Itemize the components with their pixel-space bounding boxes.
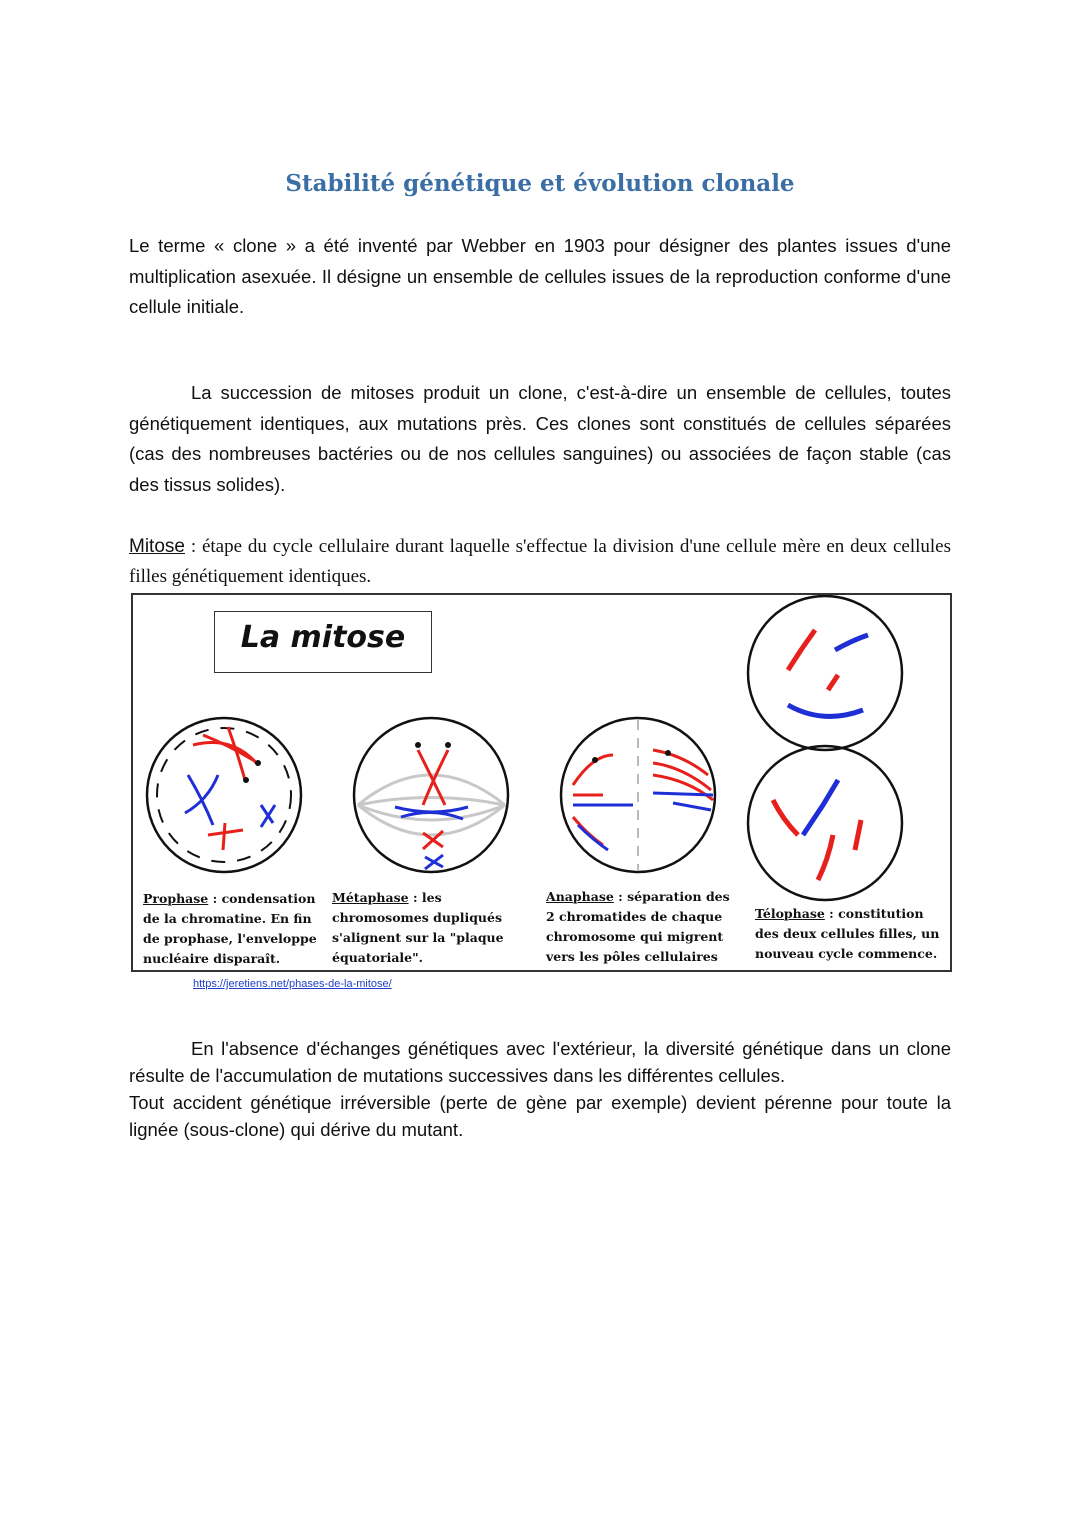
metaphase-cell [354, 718, 508, 872]
caption-prophase-term: Prophase [143, 891, 209, 906]
paragraph-clonal-diversity: En l'absence d'échanges génétiques avec l'extérieur, la diversité génétique dans un clone résulte de l'accumulation de mutations successives dans les différentes cellules. [129, 1038, 951, 1086]
caption-metaphase [332, 888, 542, 968]
anaphase-cell [561, 718, 715, 872]
paragraph-mitosis-clone: La succession de mitoses produit un clone, c'est-à-dire un ensemble de cellules, toutes génétiquement identiques, aux mutations près. Ces clones sont constitués de cellules séparées (cas des nombreuses bactéries ou de nos cellules sanguines) ou associées de façon stable (cas des tissus solides). [129, 382, 951, 495]
caption-telophase-text: : constitution des deux cellules filles, un nouveau cycle commence. [755, 906, 940, 961]
mitosis-figure [131, 593, 952, 972]
caption-anaphase-text: : séparation des 2 chromatides de chaque chromosome qui migrent vers les pôles cellulaires [546, 889, 730, 964]
telophase-cell-bottom [748, 746, 902, 900]
telophase-cell-top [748, 596, 902, 750]
paragraph-genetic-accident: Tout accident génétique irréversible (perte de gène par exemple) devient pérenne pour toute la lignée (sous-clone) qui dérive du mutant. [129, 1092, 951, 1140]
caption-telophase-term: Télophase [755, 906, 825, 921]
caption-anaphase-term: Anaphase [546, 889, 614, 904]
figure-title: La mitose [240, 620, 406, 655]
definition-term: Mitose [129, 536, 185, 557]
paragraph-clone-definition: Le terme « clone » a été inventé par Webber en 1903 pour désigner des plantes issues d'une multiplication asexuée. Il désigne un ensemble de cellules issues de la reproduction conforme d'une cellule initiale. [129, 235, 951, 317]
caption-metaphase-text: : les chromosomes dupliqués s'alignent sur la "plaque équatoriale". [332, 890, 504, 965]
mitosis-definition [129, 532, 951, 592]
prophase-cell [147, 718, 301, 872]
caption-metaphase-term: Métaphase [332, 890, 409, 905]
figure-title-box [214, 611, 432, 673]
caption-anaphase [546, 887, 741, 967]
caption-prophase [143, 889, 323, 969]
page-title: Stabilité génétique et évolution clonale [285, 170, 795, 197]
caption-prophase-text: : condensation de la chromatine. En fin de prophase, l'enveloppe nucléaire disparaît. [143, 891, 317, 966]
definition-text: : étape du cycle cellulaire durant laquelle s'effectue la division d'une cellule mère en deux cellules filles génétiquement identiques. [129, 536, 951, 587]
caption-telophase [755, 904, 950, 964]
source-link[interactable]: https://jeretiens.net/phases-de-la-mitose/ [193, 978, 392, 990]
